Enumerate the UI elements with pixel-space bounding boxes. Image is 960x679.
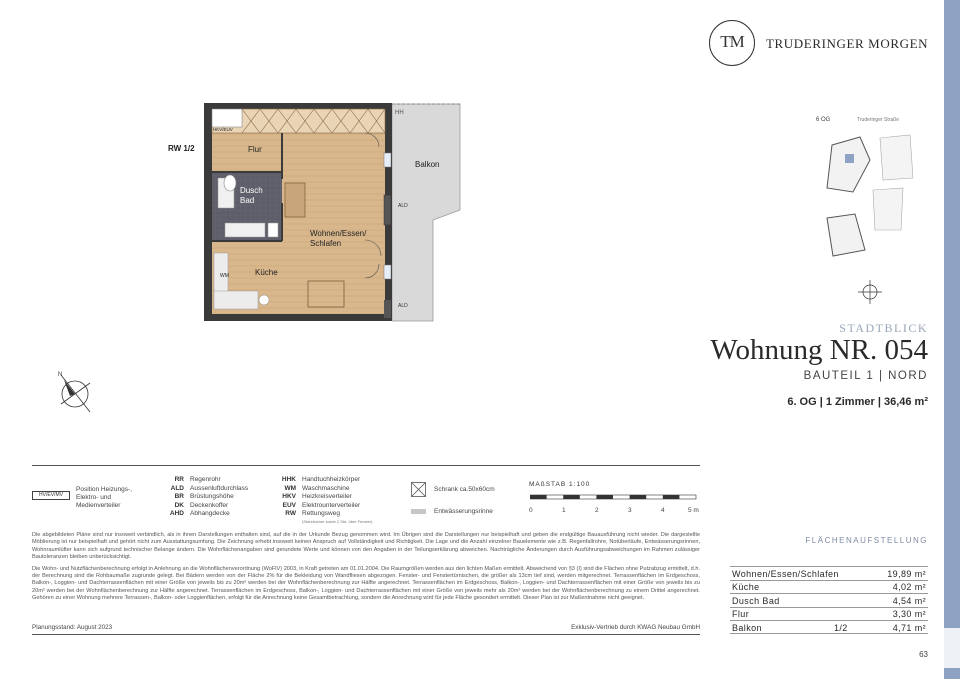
abbr-row — [276, 502, 372, 511]
planning-status: Planungsstand: August 2023 — [32, 624, 113, 631]
abbr-key: AHD — [169, 510, 184, 518]
scale-tick: 2 — [595, 507, 599, 514]
area-name: Wohnen/Essen/Schlafen — [732, 568, 839, 579]
abbr-row — [164, 502, 248, 511]
abbr-row — [276, 510, 372, 519]
area-value: 19,89 m² — [887, 568, 926, 579]
legend-box: HV/EV/MV — [32, 491, 70, 500]
ald-label-2: ALD — [398, 303, 408, 309]
abbr-key: WM — [284, 484, 296, 492]
abbr-desc: Abhangdecke — [190, 510, 230, 518]
room-flur: Flur — [248, 145, 262, 154]
abbr-key: EUV — [282, 501, 296, 509]
svg-text:N: N — [58, 372, 63, 378]
site-floor: 6 OG — [816, 117, 831, 123]
areas-title: FLÄCHENAUFSTELLUNG — [805, 536, 928, 545]
abbr-desc: Deckenkoffer — [190, 501, 229, 509]
abbr-desc: Waschmaschine — [302, 484, 350, 492]
entwaesserung-symbol — [411, 509, 426, 514]
accent-strip — [944, 0, 960, 679]
room-balkon: Balkon — [415, 160, 440, 169]
hh-label: HH — [395, 110, 404, 116]
schrank-label: Schrank ca.50x60cm — [434, 486, 495, 493]
legend-rule — [32, 465, 700, 466]
abbr-key: ALD — [170, 484, 184, 492]
disclaimer-p1: Die abgebildeten Pläne sind nur insoweit verbindlich, als in ihnen Darstellungen enthalten sind, auf die in der Urkunde Bezug genommen wird. Im Übrigen sind die Darstellungen nur beispielhaft und geben die endgültige Bauausführung nicht wieder. Die dargestellte Möblierung ist nur beispielhaft und gehört nicht zum Ausstattungsumfang. Die Zeichnung erhebt insoweit keinen Anspruch auf Vollständigkeit und Richtigkeit. Die Lage und die Anzahl einzelner Bauelemente wie z.B. Regenfallrohre, Notüberläufe, Entwässerungsrinnen, Wohnraumlüfter kann sich aufgrund technischer Belange ändern. Die Wohnflächenangaben sind gerundete Werte und können von den Angaben in der Teilungserklärung abweichen. Nachträgliche Änderungen durch Ausführungsabweichungen im Rahmen zulässiger Bautoleranzen bleiben unberücksichtigt. — [32, 532, 700, 561]
abbr-row — [164, 485, 248, 494]
disclaimer-p2: Die Wohn- und Nutzflächenberechnung erfolgt in Anlehnung an die Wohnflächenverordnung (WoFlV) 2003, in Kraft getreten am 01.01.2004. Die Raumgrößen werden aus den lichten Maßen ermittelt. Abweichend von §3 (I) sind die Flächen ohne Putzabzug ermittelt, d.h. der Berechnung sind die Rohbaumaße zugrunde gelegt. Bei Bädern werden von der Fläche 2% für die Bekleidung von Wandfliesen abgezogen. Fenster- und Fenstertürnischen, die größer als 13cm tief sind, werden mitgerechnet. Terrassenflächen im Erdgeschoss, Balkon-, Loggien- und Dachterrassenflächen mit einer Größe von jeweils bis zu 20m² werden bei der Wohnflächenberechnung zur Hälfte angerechnet. Terrassenflächen im Erdgeschoss, Balkon-, Loggien- und Dachterrassenflächen mit einer Größe von jeweils bis zu 20m² werden bei der Wohnflächenberechnung zur Hälfte angerechnet. Terrassenflächen im Erdgeschoss, Balkon-, Loggien- und Dachterrassenflächen mit einer Größe von jeweils mehr als 20m² werden bei der Wohnflächenberechnung zu einem Drittel angerechnet. Gehören zu einer Wohnung mehrere Terrassen-, Balkon- oder Loggienflächen, erfolgt für die Anrechnung keine Gesamtbetrachtung, sondern die Anrechnung wird für jede Fläche gesondert ermittelt. Dieser Plan ist zur Maßentnahme nicht geeignet. — [32, 565, 700, 602]
room-kueche: Küche — [255, 268, 278, 277]
scale-tick: 3 — [628, 507, 632, 514]
area-name: Küche — [732, 582, 760, 593]
abbr-key: HHK — [281, 476, 296, 483]
abbr-list-1 — [164, 476, 248, 519]
entwaesserung-label: Entwässerungsrinne — [434, 508, 493, 515]
room-wohnen-line1: Wohnen/Essen/ — [310, 229, 367, 238]
abbr-row — [276, 493, 372, 502]
area-fraction: 1/2 — [834, 622, 848, 633]
area-name: Balkon — [732, 622, 762, 633]
abbr-row — [276, 485, 372, 494]
room-wohnen-line2: Schlafen — [310, 239, 342, 248]
floor-plan — [160, 95, 480, 330]
area-value: 3,30 m² — [892, 609, 926, 620]
bauteil-label: BAUTEIL 1 | NORD — [803, 370, 928, 382]
scale-title: MAßSTAB 1:100 — [529, 481, 591, 488]
table-row — [730, 580, 928, 594]
table-row — [730, 593, 928, 607]
schrank-symbol-icon — [411, 482, 426, 497]
abbr-desc: Elektrounterverteiler — [302, 501, 361, 509]
area-value: 4,71 m² — [892, 622, 926, 633]
area-name: Flur — [732, 609, 750, 620]
balcony-slab — [392, 104, 460, 321]
abbr-desc: Aussenluftdurchlass — [190, 484, 249, 492]
unit-summary: 6. OG | 1 Zimmer | 36,46 m² — [787, 396, 928, 408]
table-row — [730, 566, 928, 580]
area-name: Dusch Bad — [732, 595, 780, 606]
scale-tick: 0 — [529, 507, 533, 514]
compass-icon — [52, 368, 98, 414]
wohnen-floor — [282, 133, 385, 314]
wm-label: WM — [220, 273, 229, 279]
abbr-key: RR — [174, 476, 184, 483]
page-number: 63 — [919, 650, 928, 659]
site-plan — [805, 110, 935, 305]
unit-title: Wohnung NR. 054 — [710, 334, 928, 366]
site-street: Truderinger Straße — [857, 117, 900, 123]
abbr-row — [164, 493, 248, 502]
abbr-desc: Heizkreisverteiler — [302, 493, 352, 501]
flur-floor — [212, 133, 282, 172]
table-row — [730, 620, 928, 634]
abbr-desc: Regenrohr — [190, 476, 221, 483]
brand-name: TRUDERINGER MORGEN — [766, 36, 929, 51]
abbr-key: BR — [174, 493, 184, 501]
abbr-key: HKV — [282, 493, 296, 501]
rw-label: RW 1/2 — [168, 144, 195, 153]
scale-tick: 1 — [562, 507, 566, 514]
abbr-row — [164, 510, 248, 519]
abbr-desc: Handtuchheizkörper — [302, 476, 361, 483]
sofa — [285, 183, 305, 217]
room-bad-line1: Dusch — [240, 186, 263, 195]
table-row — [730, 607, 928, 621]
rw-note: (Standsicher sowie 2 Std. über Fenster) — [302, 518, 373, 524]
ald-label-1: ALD — [398, 203, 408, 209]
footer-rule — [32, 634, 700, 635]
hkv-label: HKV/EUV — [213, 127, 233, 132]
abbr-desc: Brüstungshöhe — [190, 493, 234, 501]
abbr-list-2 — [276, 476, 372, 524]
abbr-key: DK — [174, 501, 184, 509]
areas-table — [730, 566, 928, 634]
disclaimer — [32, 532, 700, 607]
abbr-row — [164, 476, 248, 485]
strip-tag — [944, 628, 960, 668]
legend-position-desc: Position Heizungs-, Elektro- und Medienverteiler — [76, 486, 132, 509]
scale-tick: 4 — [661, 507, 665, 514]
logo-monogram: TM — [720, 32, 744, 51]
room-bad-line2: Bad — [240, 196, 255, 205]
area-value: 4,02 m² — [892, 582, 926, 593]
abbr-key: RW — [285, 510, 296, 518]
abbr-desc: Rettungsweg — [302, 510, 340, 518]
sales-note: Exklusiv-Vertrieb durch KWAG Neubau GmbH — [571, 624, 700, 631]
scale-bar — [530, 493, 700, 503]
abbr-row — [276, 476, 372, 485]
scale-tick: 5 m — [688, 507, 699, 514]
area-value: 4,54 m² — [892, 595, 926, 606]
stadtblick-label: STADTBLICK — [839, 321, 928, 335]
